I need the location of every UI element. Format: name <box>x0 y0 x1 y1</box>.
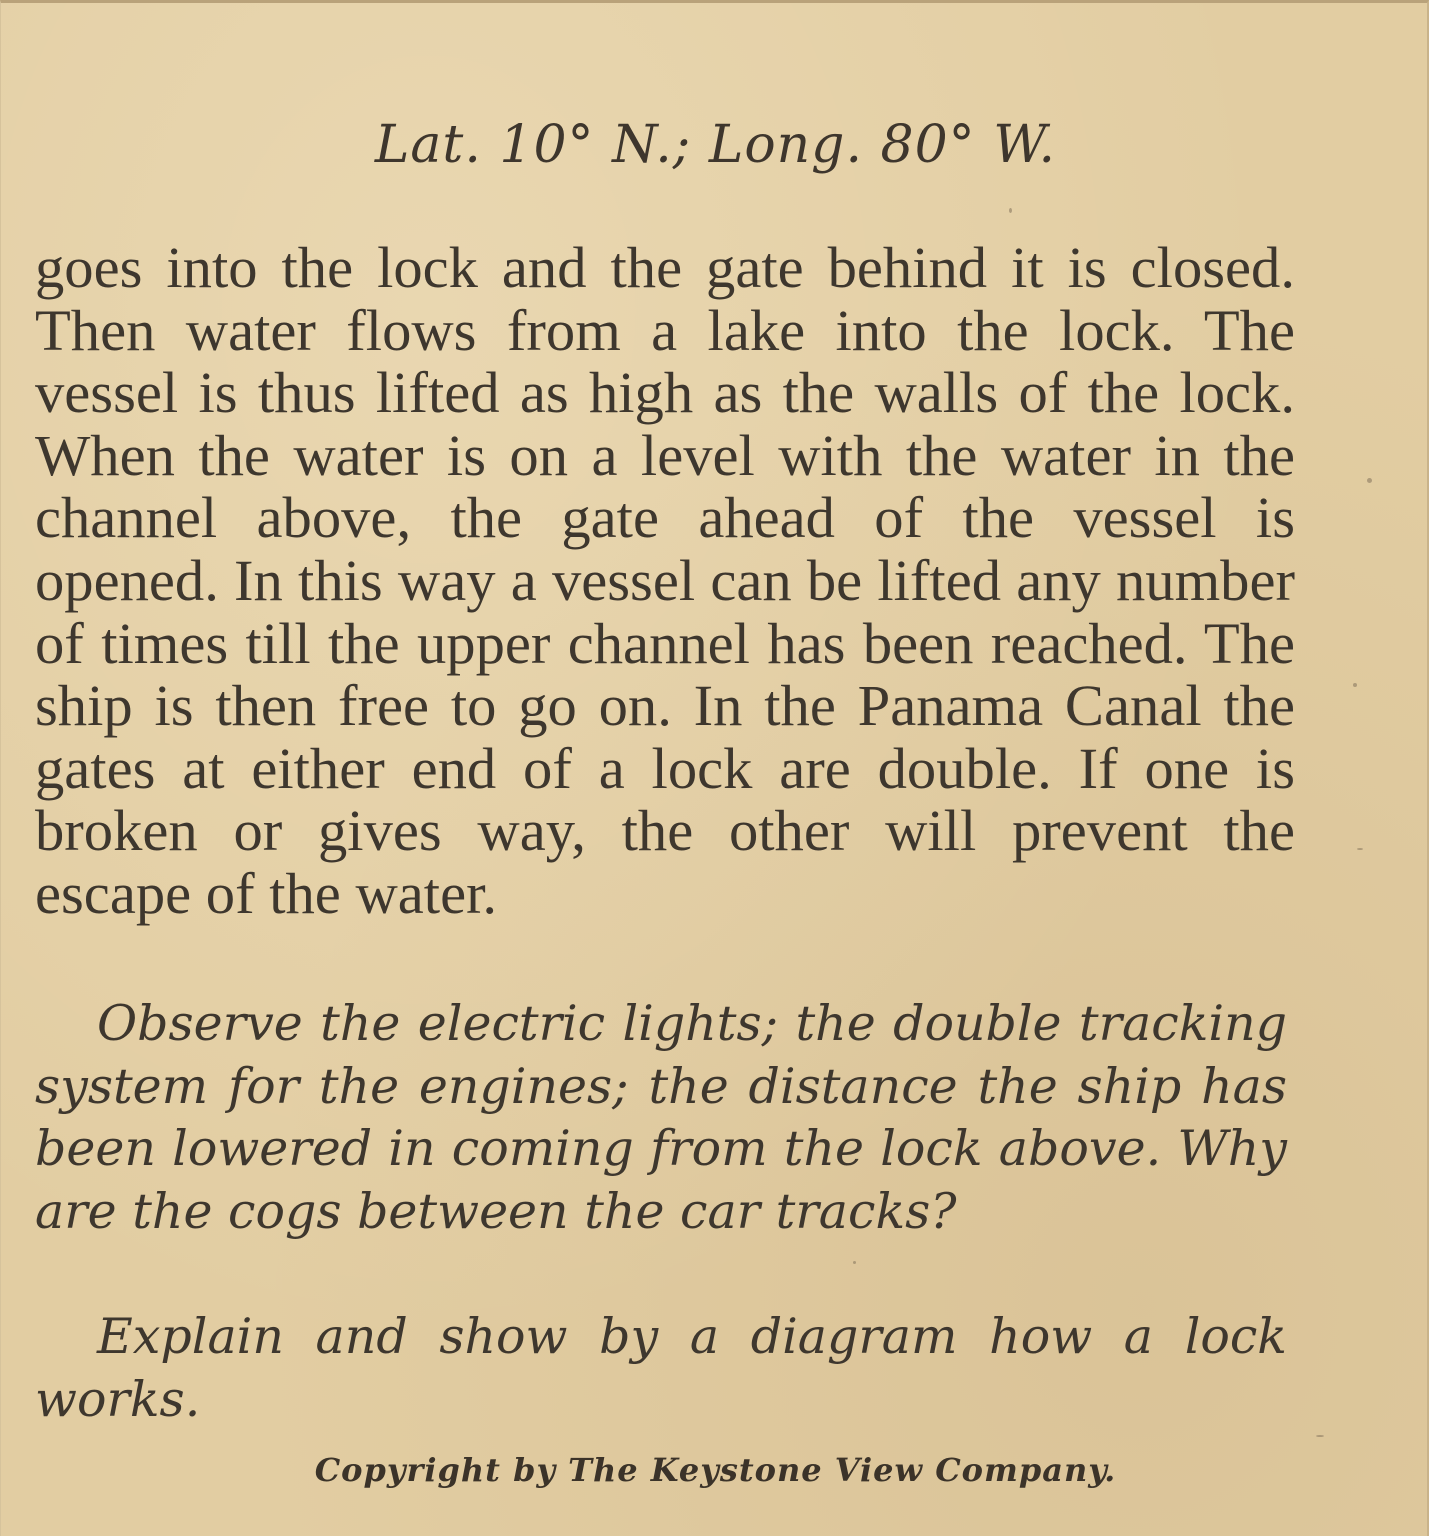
lock-description-paragraph: goes into the lock and the gate behind it is closed. Then water flows from a lake into the lock. The vessel is thus lifted as high as the walls of the lock. When the water is on a level with the water in the channel above, the gate ahead of the vessel is opened. In this way a vessel can be lifted any number of times till the upper channel has been reached. The ship is then free to go on. In the Panama Canal the gates at either end of a lock are double. If one is broken or gives way, the other will prevent the escape of the water. <box>35 235 1295 926</box>
paper-speck <box>1353 683 1357 687</box>
paper-speck <box>1316 1435 1324 1437</box>
observe-questions-paragraph: Observe the electric lights; the double tracking system for the engines; the distance the ship has been lowered in coming from the lock above. Why are the cogs between the car tracks? <box>35 995 1287 1240</box>
coordinates-heading: Lat. 10° N.; Long. 80° W. <box>374 115 1057 175</box>
paper-speck <box>853 1261 856 1264</box>
paper-speck <box>1367 478 1372 483</box>
paper-speck <box>1009 208 1012 213</box>
paper-speck <box>1357 848 1363 850</box>
explain-exercise-paragraph: Explain and show by a diagram how a lock works. <box>35 1308 1287 1428</box>
copyright-line: Copyright by The Keystone View Company. <box>314 1451 1117 1489</box>
